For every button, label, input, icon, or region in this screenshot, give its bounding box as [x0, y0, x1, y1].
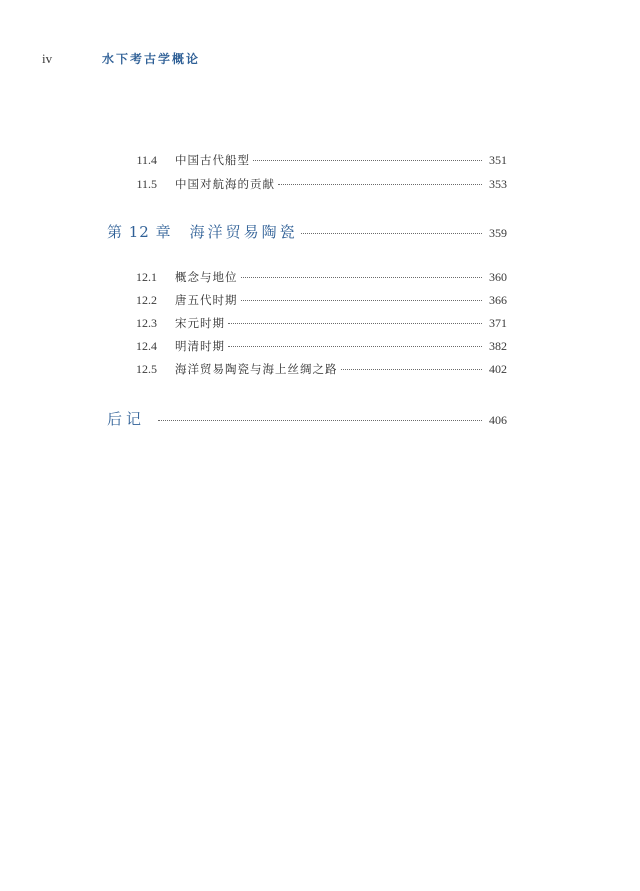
- toc-chapter-12[interactable]: [107, 221, 507, 242]
- book-title: 水下考古学概论: [102, 52, 201, 66]
- chapter-page: 359: [489, 226, 507, 240]
- dot-leader: [278, 184, 482, 185]
- toc-entry-12-4[interactable]: [107, 338, 507, 354]
- section-number: 12.3: [136, 316, 157, 330]
- section-page: 371: [489, 316, 507, 330]
- dot-leader: [158, 420, 482, 421]
- section-number: 11.5: [136, 177, 157, 191]
- chapter-label: 第 12 章: [107, 223, 172, 241]
- dot-leader: [241, 277, 483, 278]
- section-page: 353: [489, 177, 507, 191]
- running-header: [42, 50, 200, 68]
- toc-postscript[interactable]: [107, 408, 507, 429]
- section-number: 11.4: [136, 153, 157, 167]
- section-page: 382: [489, 339, 507, 353]
- toc-entry-12-2[interactable]: [107, 292, 507, 308]
- page-number: iv: [42, 51, 53, 66]
- toc-entry-12-3[interactable]: [107, 315, 507, 331]
- section-number: 12.1: [136, 270, 157, 284]
- section-number: 12.5: [136, 362, 157, 376]
- dot-leader: [241, 300, 483, 301]
- dot-leader: [341, 369, 483, 370]
- chapter-title: 海洋贸易陶瓷: [189, 223, 298, 241]
- postscript-page: 406: [489, 413, 507, 427]
- dot-leader: [228, 323, 482, 324]
- toc-entry-11-5[interactable]: [107, 176, 507, 192]
- section-number: 12.2: [136, 293, 157, 307]
- section-title: 中国古代船型: [175, 153, 250, 167]
- section-page: 402: [489, 362, 507, 376]
- section-page: 366: [489, 293, 507, 307]
- section-title: 概念与地位: [175, 270, 238, 284]
- section-title: 海洋贸易陶瓷与海上丝绸之路: [175, 362, 338, 376]
- section-title: 中国对航海的贡献: [175, 177, 275, 191]
- toc-entry-12-5[interactable]: [107, 361, 507, 377]
- toc-entry-12-1[interactable]: [107, 269, 507, 285]
- dot-leader: [253, 160, 482, 161]
- section-title: 唐五代时期: [175, 293, 238, 307]
- section-number: 12.4: [136, 339, 157, 353]
- section-title: 明清时期: [175, 339, 225, 353]
- dot-leader: [228, 346, 482, 347]
- toc-entry-11-4[interactable]: [107, 152, 507, 168]
- postscript-title: 后记: [107, 410, 146, 428]
- section-title: 宋元时期: [175, 316, 225, 330]
- section-page: 360: [489, 270, 507, 284]
- section-page: 351: [489, 153, 507, 167]
- dot-leader: [301, 233, 482, 234]
